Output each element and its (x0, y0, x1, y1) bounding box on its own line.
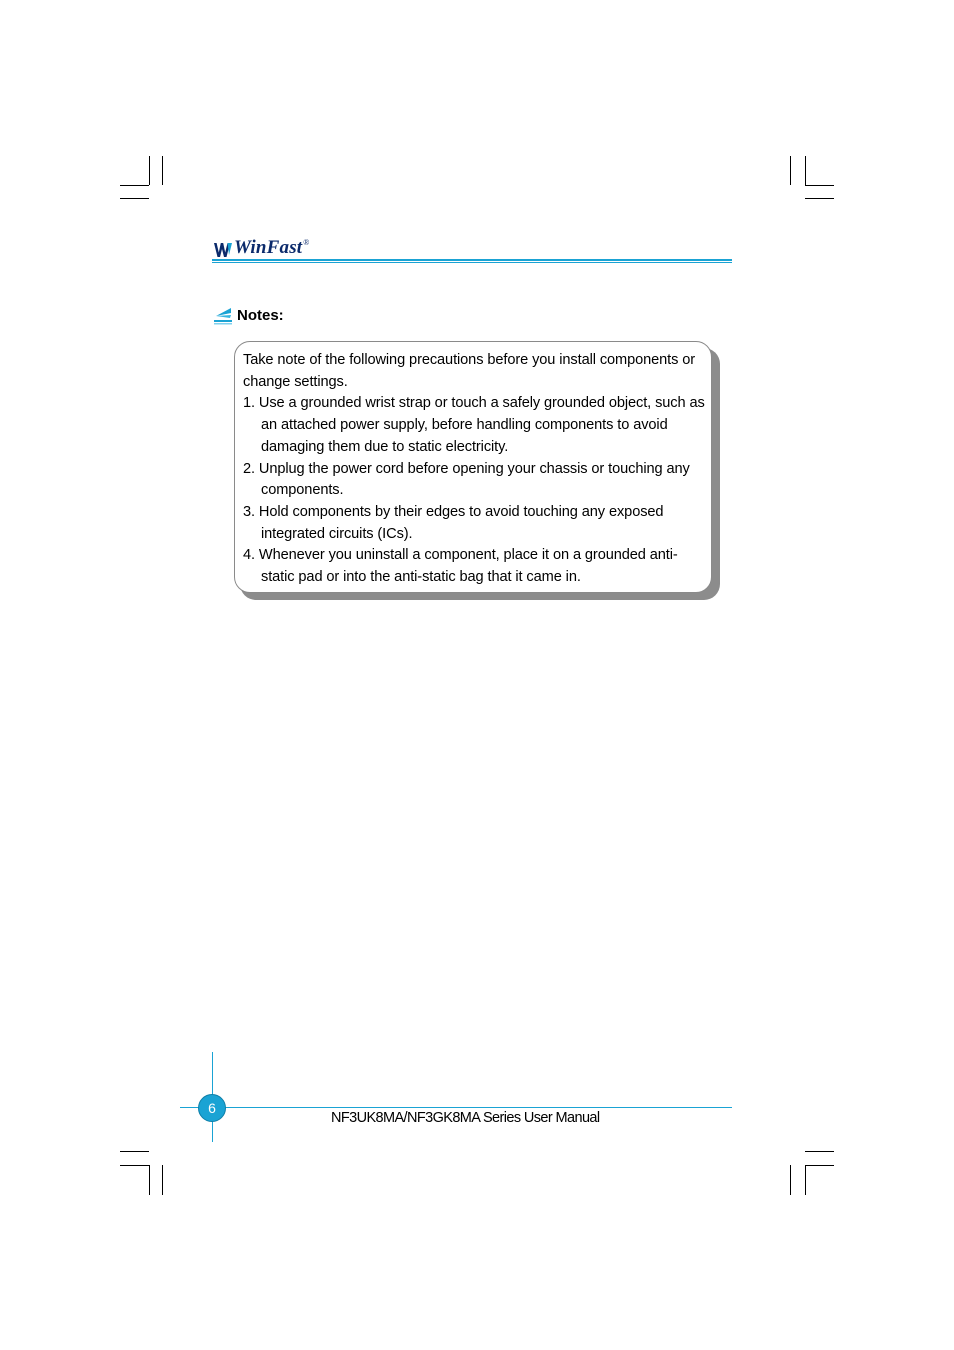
crop-mark-bottom-right-h2 (805, 1165, 834, 1166)
page-number-badge (198, 1094, 226, 1122)
header-rule (212, 259, 732, 261)
crop-mark-bottom-left-h2 (120, 1165, 149, 1166)
page-number: 6 (208, 1100, 216, 1116)
crop-mark-bottom-right-v2 (805, 1165, 806, 1195)
crop-mark-bottom-right-v1 (790, 1165, 791, 1195)
winfast-logo-icon (214, 242, 232, 258)
crop-mark-top-right-h (805, 185, 834, 186)
notes-content (243, 350, 705, 589)
notes-item: 1. Use a grounded wrist strap or touch a safely grounded object, such as an attached power supply, before handling components to avoid damaging them due to static electricity. (243, 395, 705, 455)
brand-logo (214, 236, 309, 258)
crop-mark-top-left-h (120, 185, 149, 186)
notes-item: 2. Unplug the power cord before opening your chassis or touching any components. (243, 460, 690, 499)
crop-mark-bottom-left-h (120, 1151, 149, 1152)
notes-heading (213, 306, 284, 326)
manual-title: NF3UK8MA/NF3GK8MA Series User Manual (331, 1110, 600, 1126)
brand-name: WinFast (234, 237, 303, 258)
crop-mark-top-left-v2 (162, 156, 163, 185)
crop-mark-bottom-right-h (805, 1151, 834, 1152)
crop-mark-top-left-v1 (149, 156, 150, 185)
notes-intro: Take note of the following precautions before you install components or change settings. (243, 352, 696, 390)
notes-pen-icon (213, 307, 233, 325)
notes-item: 3. Hold components by their edges to avoid touching any exposed integrated circuits (ICs). (243, 503, 664, 542)
header-rule-thin (212, 262, 732, 263)
crop-mark-top-right-h2 (805, 198, 834, 199)
brand-registered-mark: ® (303, 238, 310, 247)
crop-mark-bottom-left-v1 (149, 1165, 150, 1195)
footer-horizontal-rule (180, 1107, 732, 1108)
crop-mark-top-right-v1 (790, 156, 791, 185)
crop-mark-top-right-v2 (805, 156, 806, 185)
crop-mark-bottom-left-v2 (162, 1165, 163, 1195)
notes-title: Notes: (237, 307, 284, 324)
notes-item: 4. Whenever you uninstall a component, place it on a grounded anti-static pad or into the anti-static bag that it came in. (243, 547, 678, 586)
crop-mark-top-left-h2 (120, 198, 149, 199)
